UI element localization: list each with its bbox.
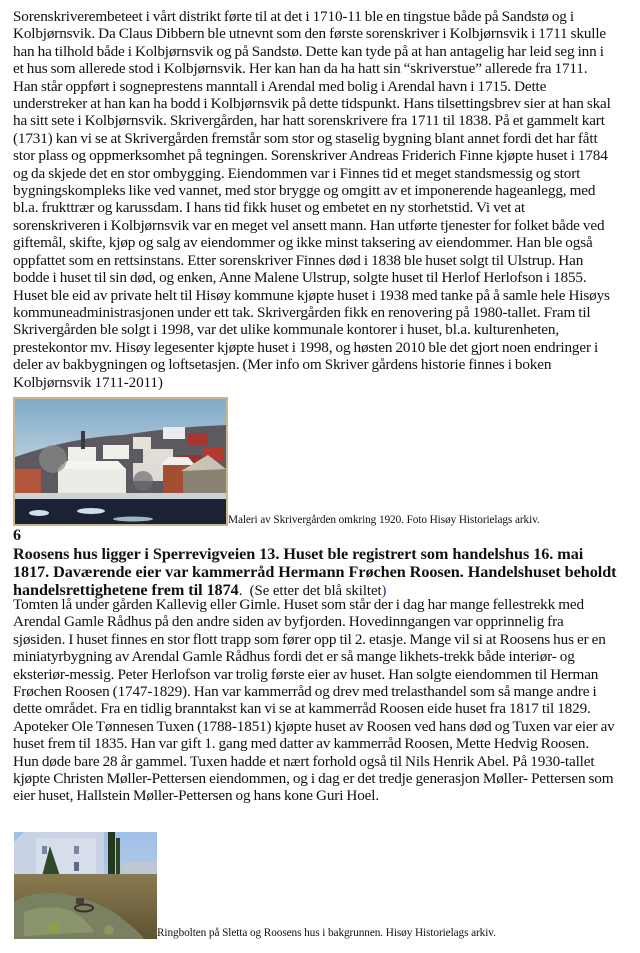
text-line: og da skjede det en stor ombygging. Eiendommen var i Finnes tid et meget standsmessig og stort bbox=[13, 164, 581, 182]
text-line: miniatyrbygning av Arendal Gamle Rådhus fordi det er så mange likhets-trekk både interiør- og bbox=[13, 648, 575, 666]
text-line: eksteriør-messig. Peter Herlofson var trolig første eier av huset. Han solgte eiendommen til Herman bbox=[13, 665, 599, 683]
text-line: ha sitt sete i Kolbjørnsvik. Skrivergården, har hatt sorenskrivere fra 1711 til 1838. På et gammelt kart bbox=[13, 112, 605, 130]
text-line: dette området. Fra en tidlig branntakst kan vi se at kammerråd Roosen eide huset fra 1817 til 1829. bbox=[13, 700, 591, 718]
text-line: bodde i huset til sin død, og enken, Anne Malene Ulstrup, solgte huset til Herlof Herlofson i 1855. bbox=[13, 269, 587, 287]
section-number: 6 bbox=[13, 527, 21, 544]
text-line: kommuneadministrasjonen under ett tak. Skrivergården fikk en renovering på 1980-tallet. Fram til bbox=[13, 303, 591, 321]
text-line: Tomten lå under gården Kallevig eller Gimle. Huset som står der i dag har mange fellestrekk med bbox=[13, 596, 584, 613]
section1-paragraph bbox=[13, 8, 635, 391]
section2-paragraph bbox=[13, 596, 635, 805]
text-line: stor plass og oppmerksomhet på tegningen. Sorenskriver Andreas Friderich Finne kjøpte huset i 1784 bbox=[13, 147, 608, 165]
text-line: prestekontor mv. Hisøy legesenter kjøpte huset i 1998, og høsten 2010 ble det gjort noen endringer i bbox=[13, 338, 599, 356]
text-line: Kolbjørnsvik. Da Claus Dibbern ble utnevnt som den første sorenskriver i Kolbjørnsvik i 1711 skulle bbox=[13, 25, 607, 43]
text-line: Skrivergården ble solgt i 1998, var det ulike kommunale kontorer i huset, bl.a. kulturenheten, bbox=[13, 321, 559, 339]
ringbolt-caption: Ringbolten på Sletta og Roosens hus i bakgrunnen. Hisøy Historielags arkiv. bbox=[157, 927, 496, 939]
text-line: oppfattet som en rettsinstans. Etter sorenskriver Finnes død i 1838 ble huset solgt til Ulstrup. Han bbox=[13, 251, 584, 269]
heading-line: 1817. Daværende eier var kammerråd Hermann Frøchen Roosen. Handelshuset beholdt bbox=[13, 563, 617, 581]
section2-heading bbox=[13, 545, 635, 600]
text-line: Apoteker Ole Tønnesen Tuxen (1788-1851) kjøpte huset av Roosen ved hans død og Tuxen var eier av bbox=[13, 717, 615, 735]
sign-note-close: ) bbox=[381, 583, 387, 599]
text-line: understreker at han kan ha bodd i Kolbjørnsvik på dette tidspunkt. Hans tilsettingsbrev sier at han skal bbox=[13, 95, 611, 113]
text-line: Huset ble eid av private helt til Hisøy kommune kjøpte huset i 1938 med tanke på å samle hele Hisøys bbox=[13, 286, 610, 304]
text-line: kjøpte Christen Møller-Pettersen eiendommen, og i dag er det tredje generasjon Møller- Pettersen som bbox=[13, 770, 614, 788]
text-line: sorenskriveren i Kolbjørnsvik var en meget vel ansett mann. Han utførte tjenester for folket både ved bbox=[13, 216, 605, 234]
ringbolt-photo-image bbox=[14, 832, 157, 939]
heading-line-text: handelsrettighetene frem til 1874 bbox=[13, 581, 239, 599]
text-line: Arendal Gamle Rådhus på den andre siden av byfjorden. Hovedinngangen var opprinnelig fra bbox=[13, 613, 564, 631]
text-line: Sorenskriverembeteet i vårt distrikt førte til at det i 1710-11 ble en tingstue både på Sandstø og i bbox=[13, 8, 574, 25]
text-line: giftemål, skifte, kjøp og salg av eiendommer og ikke minst taksering av eiendommer. Han ble også bbox=[13, 234, 593, 252]
text-line: bl.a. frukttrær og karussdam. I hans tid fikk huset og embetet en ny storhetstid. Vi vet at bbox=[13, 199, 525, 217]
painting-skrivergarden-image bbox=[13, 397, 228, 526]
text-line: huset frem til 1835. Han var gift 1. gang med datter av kammerråd Roosen, Mette Hedvig Roosen. bbox=[13, 735, 589, 753]
text-line: Frøchen Roosen (1747-1829). Han var kammerråd og drev med trelasthandel som så mange andre i bbox=[13, 683, 597, 701]
painting-caption: Maleri av Skrivergården omkring 1920. Foto Hisøy Historielags arkiv. bbox=[228, 514, 540, 526]
text-line: Hun døde bare 28 år gammel. Tuxen hadde et nært forhold også til Nils Henrik Abel. På 1930-tallet bbox=[13, 752, 595, 770]
text-line: bygningskompleks like ved vannet, med stor brygge og omgitt av et imponerende hageanlegg, med bbox=[13, 182, 596, 200]
heading-line: Roosens hus ligger i Sperrevigveien 13. Huset ble registrert som handelshus 16. mai bbox=[13, 545, 584, 563]
text-line: han ha tilhold både i Kolbjørnsvik og på Sandstø. Dette kan tyde på at han antagelig har leid seg inn i bbox=[13, 42, 604, 60]
sign-note: (Se etter det blå skiltet bbox=[249, 583, 382, 599]
text-line: deler av bakbygningen og loftsetasjen. (Mer info om Skriver gårdens historie finnes i boken bbox=[13, 356, 552, 374]
text-line: et hus som allerede stod i Kolbjørnsvik. Her kan han da ha hatt sin “skriverstue” allerede fra 1711. bbox=[13, 60, 588, 78]
text-line: sjøsiden. I huset finnes en stor flott trapp som fører opp til 2. etasje. Mange vil si at Roosens hus er en bbox=[13, 630, 606, 648]
text-line: Kolbjørnsvik 1711-2011) bbox=[13, 373, 163, 391]
text-line: Han står oppført i sogneprestens manntall i Arendal med bolig i Arendal havn i 1715. Dette bbox=[13, 77, 547, 95]
heading-end-punct: . bbox=[238, 583, 243, 599]
text-line: (1731) kan vi se at Skrivergården fremstår som stor og staselig bygning blant annet fordi det har fått bbox=[13, 129, 598, 147]
text-line: eier huset, Hallstein Møller-Pettersen og hans kone Guri Hoel. bbox=[13, 787, 379, 805]
